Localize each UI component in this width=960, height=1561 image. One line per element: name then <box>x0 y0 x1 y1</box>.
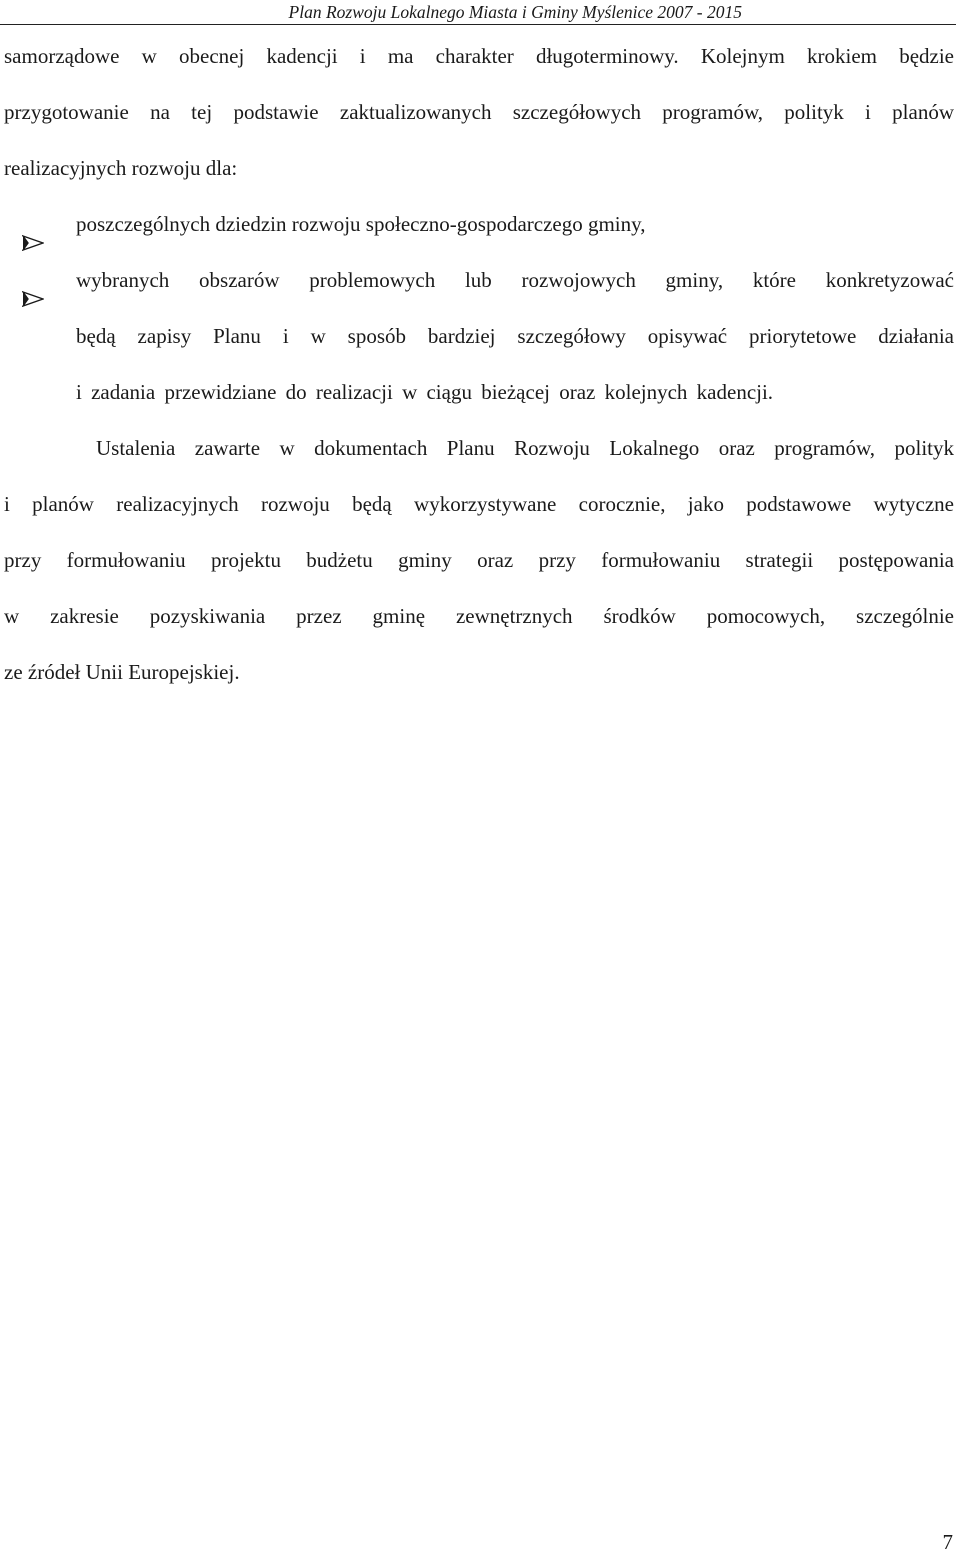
bullet-list <box>0 196 954 420</box>
intro-line-3: realizacyjnych rozwoju dla: <box>4 156 238 180</box>
running-header-title: Plan Rozwoju Lokalnego Miasta i Gminy Myślenice 2007 - 2015 <box>288 2 742 22</box>
intro-line-2: przygotowanie na tej podstawie zaktualizowanych szczegółowych programów, polityk i planów <box>4 100 954 124</box>
intro-paragraph <box>4 28 954 196</box>
main-line-1: Ustalenia zawarte w dokumentach Planu Rozwoju Lokalnego oraz programów, polityk <box>96 436 954 460</box>
bullet-2-line-2: będą zapisy Planu i w sposób bardziej szczegółowy opisywać priorytetowe działania <box>76 324 954 348</box>
bullet-2-line-3: i zadania przewidziane do realizacji w ciągu bieżącej oraz kolejnych kadencji. <box>76 380 774 404</box>
page-number: 7 <box>942 1530 953 1554</box>
main-line-3: przy formułowaniu projektu budżetu gminy oraz przy formułowaniu strategii postępowania <box>4 548 954 572</box>
running-header <box>0 0 956 25</box>
arrowhead-bullet-icon <box>22 272 44 288</box>
bullet-2-line-1: wybranych obszarów problemowych lub rozwojowych gminy, które konkretyzować <box>76 268 954 292</box>
arrowhead-bullet-icon <box>22 216 44 232</box>
bullet-1-line-1: poszczególnych dziedzin rozwoju społeczno-gospodarczego gminy, <box>76 212 646 236</box>
bullet-item-dziedziny <box>0 196 954 252</box>
main-paragraph <box>4 420 954 700</box>
intro-line-1: samorządowe w obecnej kadencji i ma charakter długoterminowy. Kolejnym krokiem będzie <box>4 44 954 68</box>
main-line-4: w zakresie pozyskiwania przez gminę zewnętrznych środków pomocowych, szczególnie <box>4 604 954 628</box>
main-line-5: ze źródeł Unii Europejskiej. <box>4 660 240 684</box>
main-line-2: i planów realizacyjnych rozwoju będą wykorzystywane corocznie, jako podstawowe wytyczne <box>4 492 954 516</box>
bullet-item-obszary <box>0 252 954 420</box>
